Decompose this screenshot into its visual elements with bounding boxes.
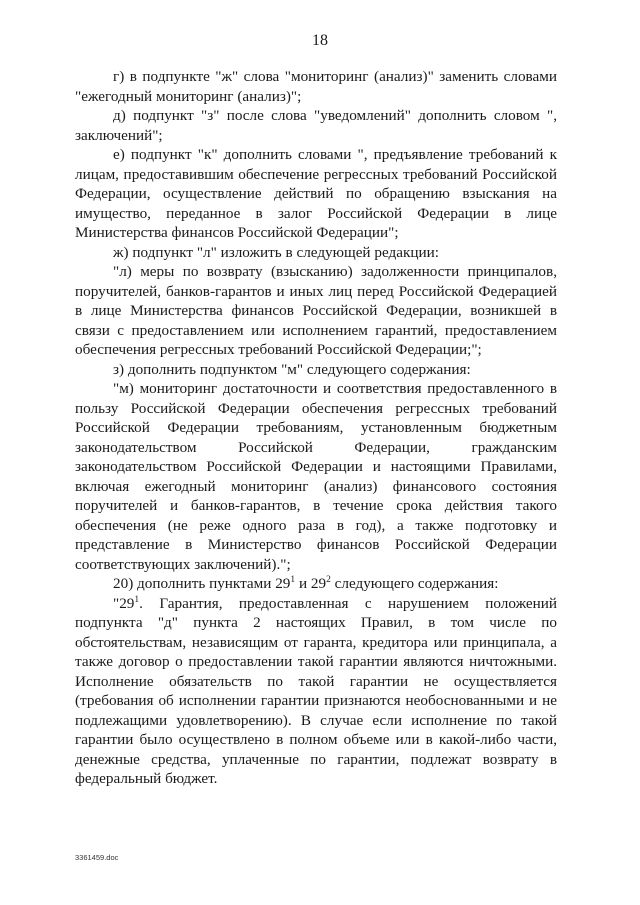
- paragraph-d: д) подпункт "з" после слова "уведомлений" дополнить словом ", заключений";: [75, 107, 557, 144]
- page-number: 18: [312, 32, 328, 49]
- paragraph-29-1: [75, 594, 557, 789]
- superscript-2: 2: [326, 575, 331, 585]
- paragraph-zh: ж) подпункт "л" изложить в следующей редакции:: [113, 243, 439, 261]
- paragraph-m-new-text: "м) мониторинг достаточности и соответствия предоставленного в пользу Российской Федерации обеспечения регрессных требований Российской Федерации требованиям, установленным бюджетным законодательством Российской Федерации, гражданским законодательством Российской Федерации и настоящими Правилами, включая ежегодный мониторинг (анализ) финансового состояния поручителей и банков-гарантов, в течение срока действия такого обеспечения (не реже одного раза в год), а также подготовку и представление в Министерство финансов Российской Федерации соответствующих заключений).";: [75, 380, 557, 573]
- superscript-1: 1: [290, 575, 296, 585]
- paragraph-20: [75, 574, 557, 594]
- file-name-footer: 3361459.doc: [75, 853, 119, 862]
- paragraph-29-1-part-b: . Гарантия, предоставленная с нарушением положений подпункта "д" пункта 2 настоящих Правил, в том числе по обстоятельствам, независящим от гаранта, кредитора или принципала, а также договор о предоставлении такой гарантии являются ничтожными. Исполнение обязательств по такой гарантии не осуществляется (требования об исполнении гарантии признаются необоснованными и не подлежащими удовлетворению). В случае если исполнение по такой гарантии было осуществлено в полном объеме или в какой-либо части, денежные средства, уплаченные по гарантии, подлежат возврату в федеральный бюджет.: [75, 594, 557, 787]
- paragraph-20-part-c: следующего содержания:: [330, 575, 499, 592]
- superscript-1: 1: [134, 594, 140, 605]
- paragraph-g: г) в подпункте "ж" слова "мониторинг (анализ)" заменить словами "ежегодный мониторинг (анализ)";: [75, 68, 557, 105]
- paragraph-e: е) подпункт "к" дополнить словами ", предъявление требований к лицам, предоставившим обеспечение регрессных требований Российской Федерации, осуществление действий по обращению взыскания на имущество, переданное в залог Российской Федерации в лице Министерства финансов Российской Федерации";: [75, 146, 557, 241]
- document-body: [75, 67, 557, 789]
- paragraph-z: з) дополнить подпунктом "м" следующего содержания:: [113, 360, 471, 378]
- paragraph-l-new-text: "л) меры по возврату (взысканию) задолженности принципалов, поручителей, банков-гарантов и иных лиц перед Российской Федерацией в лице Министерства финансов Российской Федерации, возникшей в связи с предоставлением или исполнением гарантий, предоставлением обеспечения регрессных требований Российской Федерации;";: [75, 263, 557, 358]
- paragraph-29-1-part-a: "29: [113, 594, 135, 612]
- paragraph-20-part-a: 20) дополнить пунктами 29: [113, 575, 291, 592]
- paragraph-20-part-b: и 29: [295, 575, 327, 592]
